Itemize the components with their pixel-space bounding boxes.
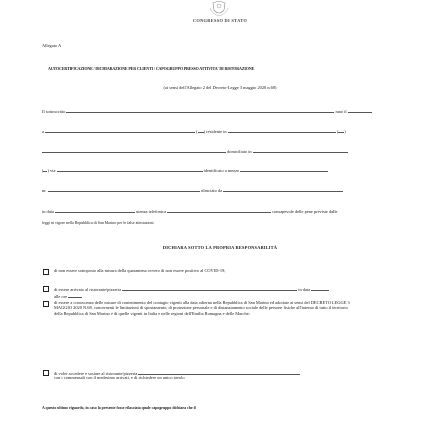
street-field[interactable] — [57, 166, 203, 172]
item-3-checkbox[interactable] — [43, 301, 49, 307]
residence-address-field[interactable] — [42, 147, 226, 153]
issue-date-field[interactable] — [55, 207, 135, 213]
domicile-field[interactable] — [253, 147, 348, 153]
id-document-field[interactable] — [240, 166, 328, 172]
item-4-checkbox[interactable] — [43, 370, 49, 376]
arrival-time-field[interactable] — [68, 292, 82, 298]
form-line-5: nr. rilasciato da — [42, 186, 343, 193]
form-line-2: a ( ) residente in ( ) — [42, 129, 346, 134]
issued-by-field[interactable] — [223, 186, 343, 192]
item-1-checkbox[interactable] — [43, 269, 49, 275]
item-2-text: di essere arrivato al ristorante/pizzeria in data — [54, 285, 329, 292]
birthplace-field[interactable] — [45, 127, 195, 133]
phone-field[interactable] — [167, 207, 271, 213]
state-seal-icon — [206, 0, 232, 18]
form-line-4: ( ) via identificato a mezzo — [42, 166, 328, 173]
birth-date-field[interactable] — [348, 107, 372, 113]
residence-field[interactable] — [228, 127, 336, 133]
item-4-text: di voler accedere e sostare al ristorante/pizzeria — [54, 369, 300, 376]
form-line-6: in data utenza telefonica consapevole delle pene previste dalle — [42, 209, 338, 214]
arrival-date-field[interactable] — [311, 285, 329, 291]
item-2-time-line: alle ore — [54, 292, 82, 299]
declaration-title: AUTOCERTIFICAZIONE / DICHIARAZIONE PER CLIENTI / CAPOGRUPPO PRESSO ATTIVITA' DI RISTORAZIONE — [48, 66, 255, 71]
declares-heading: DICHIARA SOTTO LA PROPRIA RESPONSABILITÀ — [162, 245, 278, 250]
form-line-1: Il sottoscritto nato il — [42, 107, 372, 114]
name-field[interactable] — [66, 107, 334, 113]
item-4-continuation: con i commensali con il medesimo arrivati, e di richiedere un unico tavolo — [54, 375, 185, 380]
annex-label: Allegato A — [42, 43, 62, 48]
institution-name: CONGRESSO DI STATO — [192, 18, 248, 23]
restaurant-field[interactable] — [122, 285, 297, 291]
item-1-text: di non essere sottoposto alla misura della quarantena ovvero di non essere positivo al COVID-19; — [54, 268, 226, 273]
form-line-7: leggi in vigore nella Repubblica di San Marino per le false attestazioni — [42, 220, 154, 225]
item-2-checkbox[interactable] — [43, 286, 49, 292]
form-line-3: domiciliato in — [42, 147, 348, 154]
document-number-field[interactable] — [48, 186, 200, 192]
footer-note: A questo ultimo riguardo, in caso la presente fosse rilasciata quale capogruppo dichiara che il — [42, 405, 196, 410]
legal-reference: (ai sensi dell'Allegato 2 del Decreto-Legge 3 maggio 2020 n.68) — [163, 85, 277, 90]
item-3-text: di essere a conoscenza delle misure di contenimento del contagio vigenti alla data odierna nella Repubblica di San Marino ed adottate ai sensi del DECRETO LEGGE 3 MAGGIO 2020 N.68, concernenti le limitazioni di spostamento, di protezione personale e di distanziamento sociale delle persone fisiche all'interno di tutto il territorio della Repubblica di San Marino e di quelle vigenti in Italia e nelle regioni dell'Emilia Romagna e delle Marche; — [54, 300, 350, 316]
